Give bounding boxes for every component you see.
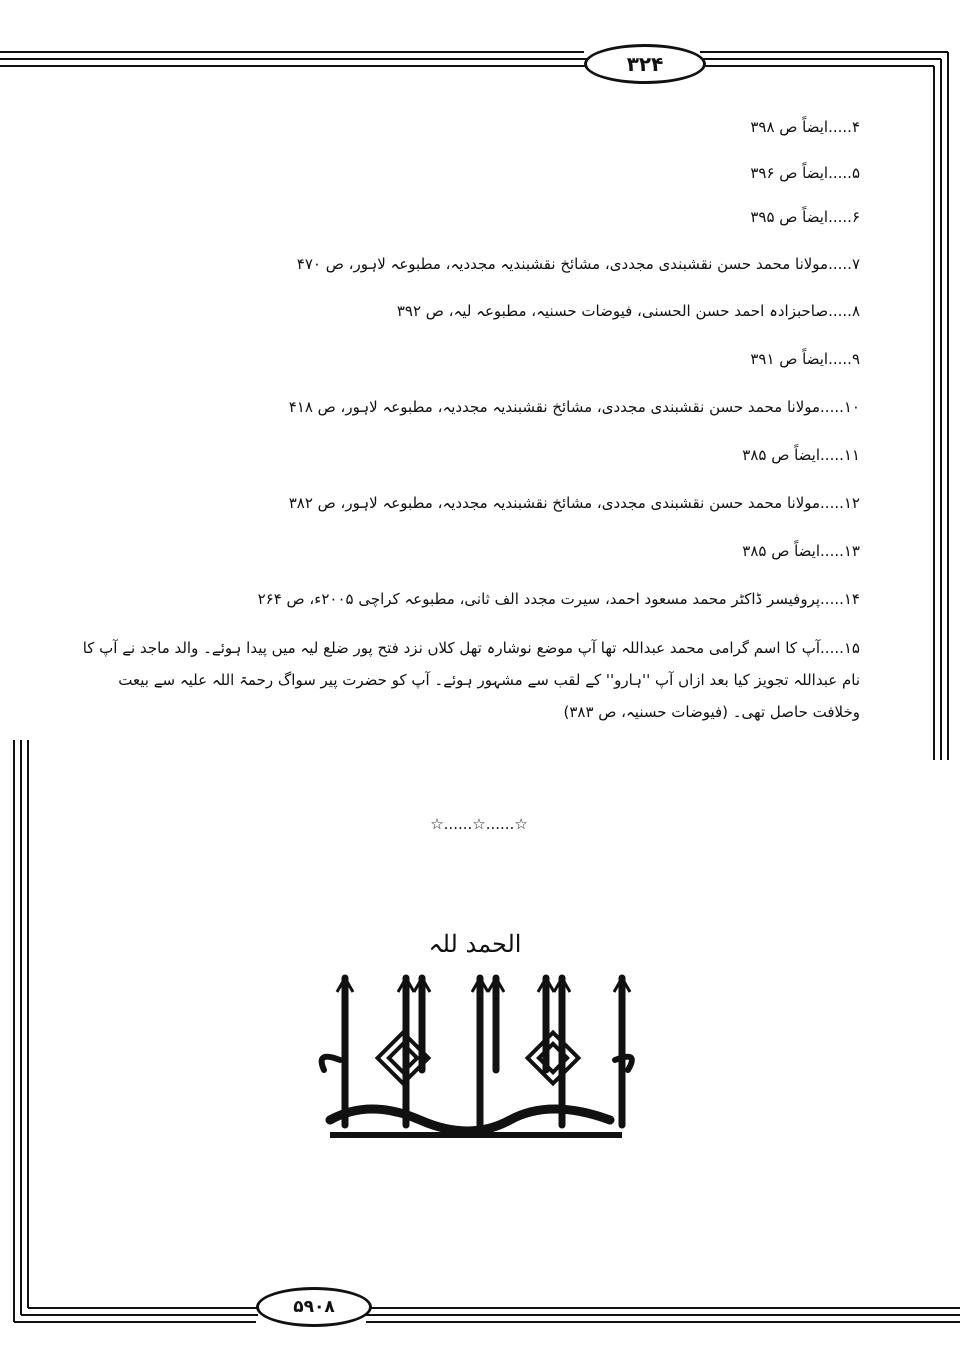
endnote-12: ۱۲.....مولانا محمد حسن نقشبندی مجددی، مشائخ نقشبندیہ مجددیہ، مطبوعہ لاہور، ص ۳۸۲ — [288, 494, 860, 512]
endnote-7: ۷.....مولانا محمد حسن نقشبندی مجددی، مشائخ نقشبندیہ مجددیہ، مطبوعہ لاہور، ص ۴۷۰ — [296, 255, 860, 273]
page-number-text: ۳۲۴ — [626, 52, 664, 76]
footer-number — [256, 1287, 372, 1327]
calligraphy-emblem — [310, 920, 640, 1160]
footer-number-text: ۵۹۰۸ — [293, 1297, 335, 1317]
endnote-5: ۵.....ایضاً ص ۳۹۶ — [750, 164, 860, 182]
endnote-15: ۱۵.....آپ کا اسم گرامی محمد عبداللہ تھا آپ موضع نوشارہ تھل کلاں نزد فتح پور ضلع لیہ میں پیدا ہوئے۔ والد ماجد نے آپ کا نام عبداللہ تجویز کیا بعد ازاں آپ ''ہارو'' کے لقب سے مشہور ہوئے۔ آپ کو حضرت پیر سواگ رحمۃ اللہ علیہ سے بیعت وخلافت حاصل تھی۔ (فیوضات حسنیہ، ص ۳۸۳) — [82, 639, 860, 721]
endnote-6: ۶.....ایضاً ص ۳۹۵ — [750, 208, 860, 226]
star-separator: ☆......☆......☆ — [430, 815, 528, 833]
calligraphy-drawing — [310, 920, 640, 1160]
endnote-9: ۹.....ایضاً ص ۳۹۱ — [750, 350, 860, 368]
endnote-13: ۱۳.....ایضاً ص ۳۸۵ — [742, 542, 860, 560]
endnote-4: ۴.....ایضاً ص ۳۹۸ — [750, 118, 860, 136]
endnote-10: ۱۰.....مولانا محمد حسن نقشبندی مجددی، مشائخ نقشبندیہ مجددیہ، مطبوعہ لاہور، ص ۴۱۸ — [288, 398, 860, 416]
endnote-14: ۱۴.....پروفیسر ڈاکٹر محمد مسعود احمد، سیرت مجدد الف ثانی، مطبوعہ کراچی ۲۰۰۵ء، ص ۲۶۴ — [257, 590, 860, 608]
endnote-11: ۱۱.....ایضاً ص ۳۸۵ — [742, 446, 860, 464]
page-number — [584, 44, 706, 84]
endnote-8: ۸.....صاحبزادہ احمد حسن الحسنی، فیوضات حسنیہ، مطبوعہ لیہ، ص ۳۹۲ — [396, 302, 860, 320]
alhamdulillah-text: الحمد للہ — [428, 930, 522, 958]
